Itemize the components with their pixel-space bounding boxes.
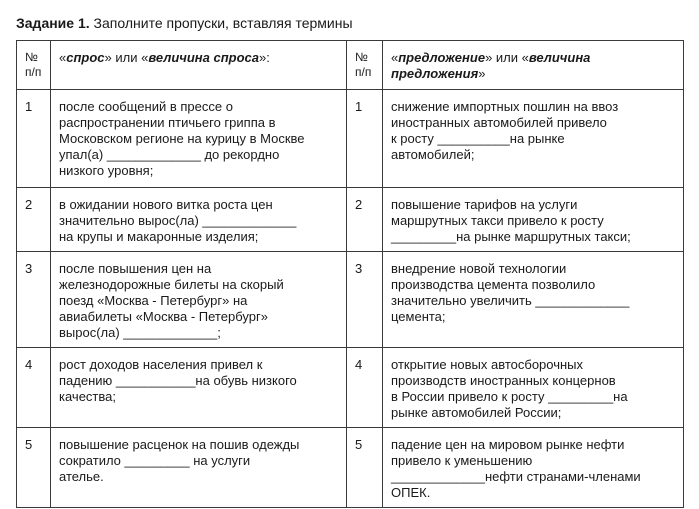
supply-cell: снижение импортных пошлин на ввоз иностранных автомобилей привело к росту __________на рынке автомобилей; <box>383 90 684 188</box>
table-row <box>17 188 684 252</box>
demand-cell: после повышения цен на железнодорожные билеты на скорый поезд «Москва - Петербург» на авиабилеты «Москва - Петербург» вырос(ла) _____________; <box>51 252 347 348</box>
row-number-left: 4 <box>17 348 51 428</box>
task-label: Задание 1. <box>16 15 90 31</box>
supply-cell: внедрение новой технологии производства цемента позволило значительно увеличить _____________ цемента; <box>383 252 684 348</box>
row-number-left: 5 <box>17 428 51 508</box>
demand-cell: повышение расценок на пошив одежды сократило _________ на услуги ателье. <box>51 428 347 508</box>
header-num-left: № п/п <box>17 41 51 90</box>
supply-cell: повышение тарифов на услуги маршрутных такси привело к росту _________на рынке маршрутных такси; <box>383 188 684 252</box>
row-number-right: 4 <box>347 348 383 428</box>
table-header-row <box>17 41 684 90</box>
row-number-right: 3 <box>347 252 383 348</box>
demand-cell: рост доходов населения привел к падению ___________на обувь низкого качества; <box>51 348 347 428</box>
supply-cell: открытие новых автосборочных производств иностранных концернов в России привело к росту _________на рынке автомобилей России; <box>383 348 684 428</box>
header-supply: «предложение» или «величина предложения» <box>383 41 684 90</box>
row-number-right: 2 <box>347 188 383 252</box>
demand-cell: после сообщений в прессе о распространении птичьего гриппа в Московском регионе на курицу в Москве упал(а) _____________ до рекордно низкого уровня; <box>51 90 347 188</box>
demand-cell: в ожидании нового витка роста цен значительно вырос(ла) _____________ на крупы и макаронные изделия; <box>51 188 347 252</box>
task-text: Заполните пропуски, вставляя термины <box>89 15 353 31</box>
row-number-left: 3 <box>17 252 51 348</box>
row-number-left: 2 <box>17 188 51 252</box>
row-number-right: 1 <box>347 90 383 188</box>
header-num-right: № п/п <box>347 41 383 90</box>
header-demand: «спрос» или «величина спроса»: <box>51 41 347 90</box>
table-row <box>17 252 684 348</box>
row-number-left: 1 <box>17 90 51 188</box>
table-row <box>17 428 684 508</box>
task-title <box>16 14 353 32</box>
terms-table <box>16 40 684 508</box>
table-row <box>17 90 684 188</box>
table-row <box>17 348 684 428</box>
supply-cell: падение цен на мировом рынке нефти привело к уменьшению _____________нефти странами-членами ОПЕК. <box>383 428 684 508</box>
row-number-right: 5 <box>347 428 383 508</box>
